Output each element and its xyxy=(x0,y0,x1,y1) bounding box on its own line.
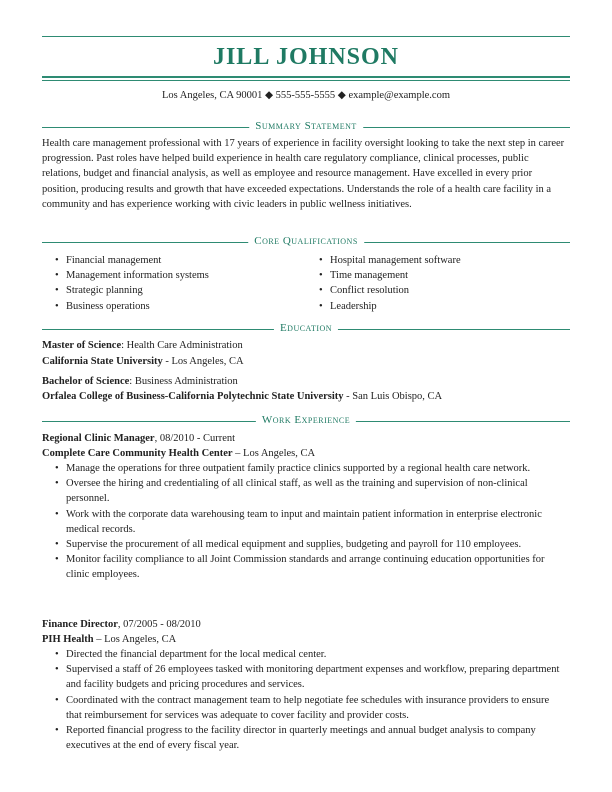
section-header-summary xyxy=(42,120,570,134)
section-header-qualifications xyxy=(42,235,570,249)
candidate-name: JILL JOHNSON xyxy=(212,44,400,70)
list-item: • Strategic planning xyxy=(42,283,209,298)
job-bullets-2 xyxy=(42,647,570,753)
section-title: Education xyxy=(274,322,338,334)
job-company-2: PIH Health – Los Angeles, CA xyxy=(42,634,177,645)
top-rule xyxy=(42,36,570,37)
section-header-experience xyxy=(42,414,570,428)
section-title: Work Experience xyxy=(256,414,356,426)
list-item: • Coordinated with the contract management team to help negotiate fee schedules with insurance providers to ensure that reimbursement for services was adequate to cover facility and provider costs. xyxy=(42,693,570,723)
section-header-education xyxy=(42,322,570,336)
job-title-1: Regional Clinic Manager, 08/2010 - Current xyxy=(42,433,236,444)
list-item: • Work with the corporate data warehousing team to input and maintain patient information in enterprise electronic medical records. xyxy=(42,507,570,537)
education-school-2: Orfalea College of Business-California Polytechnic State University - San Luis Obispo, CA xyxy=(42,391,443,402)
section-title: Core Qualifications xyxy=(248,235,364,247)
qualifications-right xyxy=(306,253,461,314)
job-title-2: Finance Director, 07/2005 - 08/2010 xyxy=(42,619,201,630)
list-item: • Time management xyxy=(306,268,461,283)
contact-info: Los Angeles, CA 90001 ◆ 555-555-5555 ◆ example@example.com xyxy=(162,90,450,101)
education-school-1: California State University - Los Angeles, CA xyxy=(42,356,244,367)
list-item: • Monitor facility compliance to all Joint Commission standards and arrange continuing education opportunities for clinic employees. xyxy=(42,552,570,582)
qualifications-left xyxy=(42,253,209,314)
list-item: • Supervised a staff of 26 employees tasked with monitoring department expenses and workflow, preparing department and facility budgets and pricing procedures and services. xyxy=(42,662,570,692)
summary-text: Health care management professional with 17 years of experience in facility oversight looking to take the next step in career progression. Past roles have helped build experience in health care regulatory compliance, clinical processes, public relations, budget and financial analysis, as well as employee and resource management. Have excelled in every prior position, producing results and growth that have exceeded expectations. Understands the role of a health care facility in a community and has experience working with civic leaders in public wellness initiatives. xyxy=(42,138,565,210)
name-rule-thin xyxy=(42,80,570,81)
job-company-1: Complete Care Community Health Center – Los Angeles, CA xyxy=(42,448,316,459)
list-item: • Directed the financial department for the local medical center. xyxy=(42,647,570,662)
list-item: • Leadership xyxy=(306,299,461,314)
list-item: • Supervise the procurement of all medical equipment and supplies, budgeting and payroll for 110 employees. xyxy=(42,537,570,552)
list-item: • Conflict resolution xyxy=(306,283,461,298)
list-item: • Financial management xyxy=(42,253,209,268)
list-item: • Management information systems xyxy=(42,268,209,283)
list-item: • Reported financial progress to the facility director in quarterly meetings and annual budget analysis to company executives at the end of every fiscal year. xyxy=(42,723,570,753)
education-degree-2: Bachelor of Science: Business Administration xyxy=(42,376,238,387)
section-title: Summary Statement xyxy=(249,120,363,132)
list-item: • Oversee the hiring and credentialing of all clinical staff, as well as the training and supervision of non-clinical personnel. xyxy=(42,476,570,506)
education-degree-1: Master of Science: Health Care Administration xyxy=(42,340,243,351)
list-item: • Hospital management software xyxy=(306,253,461,268)
list-item: • Business operations xyxy=(42,299,209,314)
list-item: • Manage the operations for three outpatient family practice clinics supported by a regional health care network. xyxy=(42,461,570,476)
name-rule xyxy=(42,76,570,78)
job-bullets-1 xyxy=(42,461,570,583)
